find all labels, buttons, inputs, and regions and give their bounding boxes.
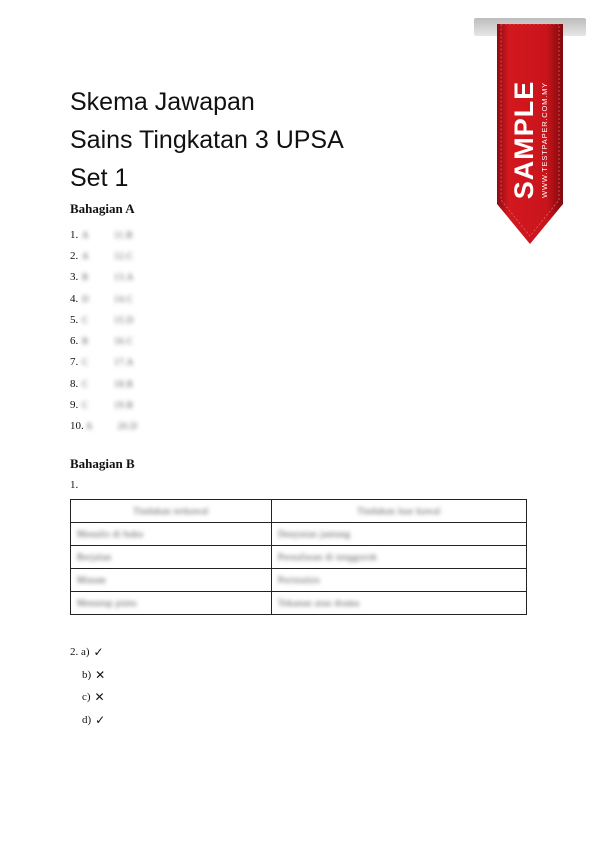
answer-value: 14.C	[114, 293, 134, 304]
ribbon-sub-text: WWW.TESTPAPER.COM.MY	[540, 82, 549, 198]
table-cell	[71, 569, 272, 592]
answer-value: C	[82, 400, 89, 411]
answer-row	[70, 416, 138, 437]
answer-number: 10.	[70, 420, 84, 433]
question-2-answers	[70, 641, 105, 731]
table-cell-text: Menulis di buku	[77, 529, 144, 539]
q2-item-b	[70, 664, 105, 687]
table-cell	[71, 523, 272, 546]
table-cell-text: Minum	[77, 575, 107, 585]
answer-row	[70, 352, 138, 373]
table-row	[71, 592, 527, 615]
answer-number: 2.	[70, 249, 79, 262]
answer-value: B	[82, 336, 89, 347]
table-cell-text: Pernafasan di tenggorok	[278, 552, 378, 562]
answer-value: C	[82, 314, 89, 325]
table-header-cell	[71, 500, 272, 523]
answer-value: 16.C	[114, 336, 134, 347]
q2-label: c)	[82, 691, 91, 704]
check-icon: ✓	[93, 645, 104, 660]
answer-row	[70, 309, 138, 330]
answer-value: C	[82, 357, 89, 368]
title-line-3: Set 1	[70, 164, 129, 192]
sample-ribbon	[497, 24, 563, 246]
table-cell	[71, 592, 272, 615]
table-cell-text: Denyutan jantung	[278, 529, 351, 539]
table-cell	[272, 592, 527, 615]
ribbon-main-text: SAMPLE	[509, 80, 539, 200]
answer-row	[70, 394, 138, 415]
cross-icon: ✕	[94, 690, 105, 705]
answer-row	[70, 373, 138, 394]
answer-value: 20.D	[117, 421, 138, 432]
table-header-cell	[272, 500, 527, 523]
ribbon-text	[511, 81, 549, 200]
q2-item-a	[70, 641, 105, 664]
check-icon: ✓	[95, 712, 106, 727]
table-cell	[272, 523, 527, 546]
section-b-heading: Bahagian B	[70, 456, 135, 471]
q2-label: d)	[82, 713, 92, 726]
table-cell-text: Tekanan atau drama	[278, 598, 360, 608]
answer-value: 11.B	[114, 229, 133, 240]
answer-value: C	[82, 378, 89, 389]
answer-value: 17.A	[114, 357, 134, 368]
title-line-1: Skema Jawapan	[70, 88, 255, 116]
table-row	[71, 569, 527, 592]
answer-value: 12.C	[114, 250, 134, 261]
answer-row	[70, 267, 138, 288]
answer-value: A	[82, 229, 89, 240]
table-row	[71, 546, 527, 569]
answer-number: 5.	[70, 313, 79, 326]
answer-value: 13.A	[114, 272, 134, 283]
answer-number: 4.	[70, 292, 79, 305]
answer-row	[70, 288, 138, 309]
answer-value: 15.D	[114, 314, 134, 325]
table-header-text: Tindakan luar kawal	[357, 506, 441, 516]
table-header-text: Tindakan terkawal	[133, 506, 209, 516]
q2-label: 2. a)	[70, 646, 90, 659]
answer-number: 7.	[70, 356, 79, 369]
answer-value: A	[85, 421, 93, 432]
answer-value: B	[82, 272, 89, 283]
answer-number: 8.	[70, 377, 79, 390]
answer-value: 18.B	[114, 378, 134, 389]
table-cell-text: Berjalan	[77, 552, 112, 562]
title-line-2: Sains Tingkatan 3 UPSA	[70, 126, 344, 154]
question-1-label: 1.	[70, 479, 79, 491]
q2-label: b)	[82, 668, 92, 681]
answer-number: 9.	[70, 399, 79, 412]
cross-icon: ✕	[95, 667, 106, 682]
table-cell	[272, 569, 527, 592]
section-a-heading: Bahagian A	[70, 201, 135, 216]
answer-row	[70, 330, 138, 351]
table-cell-text: Menutup pintu	[77, 598, 137, 608]
q2-item-c	[70, 686, 105, 709]
answer-value: A	[82, 250, 89, 261]
answer-value: 19.B	[114, 400, 134, 411]
table-cell-text: Peristalsis	[278, 575, 321, 585]
table-row	[71, 523, 527, 546]
answer-number: 6.	[70, 335, 79, 348]
q2-item-d	[70, 709, 105, 732]
answer-value: D	[82, 293, 89, 304]
answer-table	[70, 499, 527, 615]
table-cell	[272, 546, 527, 569]
answer-number: 3.	[70, 271, 79, 284]
answer-row	[70, 224, 138, 245]
table-cell	[71, 546, 272, 569]
answer-row	[70, 245, 138, 266]
answer-number: 1.	[70, 228, 79, 241]
table-header-row	[71, 500, 527, 523]
section-a-answers	[70, 224, 138, 437]
